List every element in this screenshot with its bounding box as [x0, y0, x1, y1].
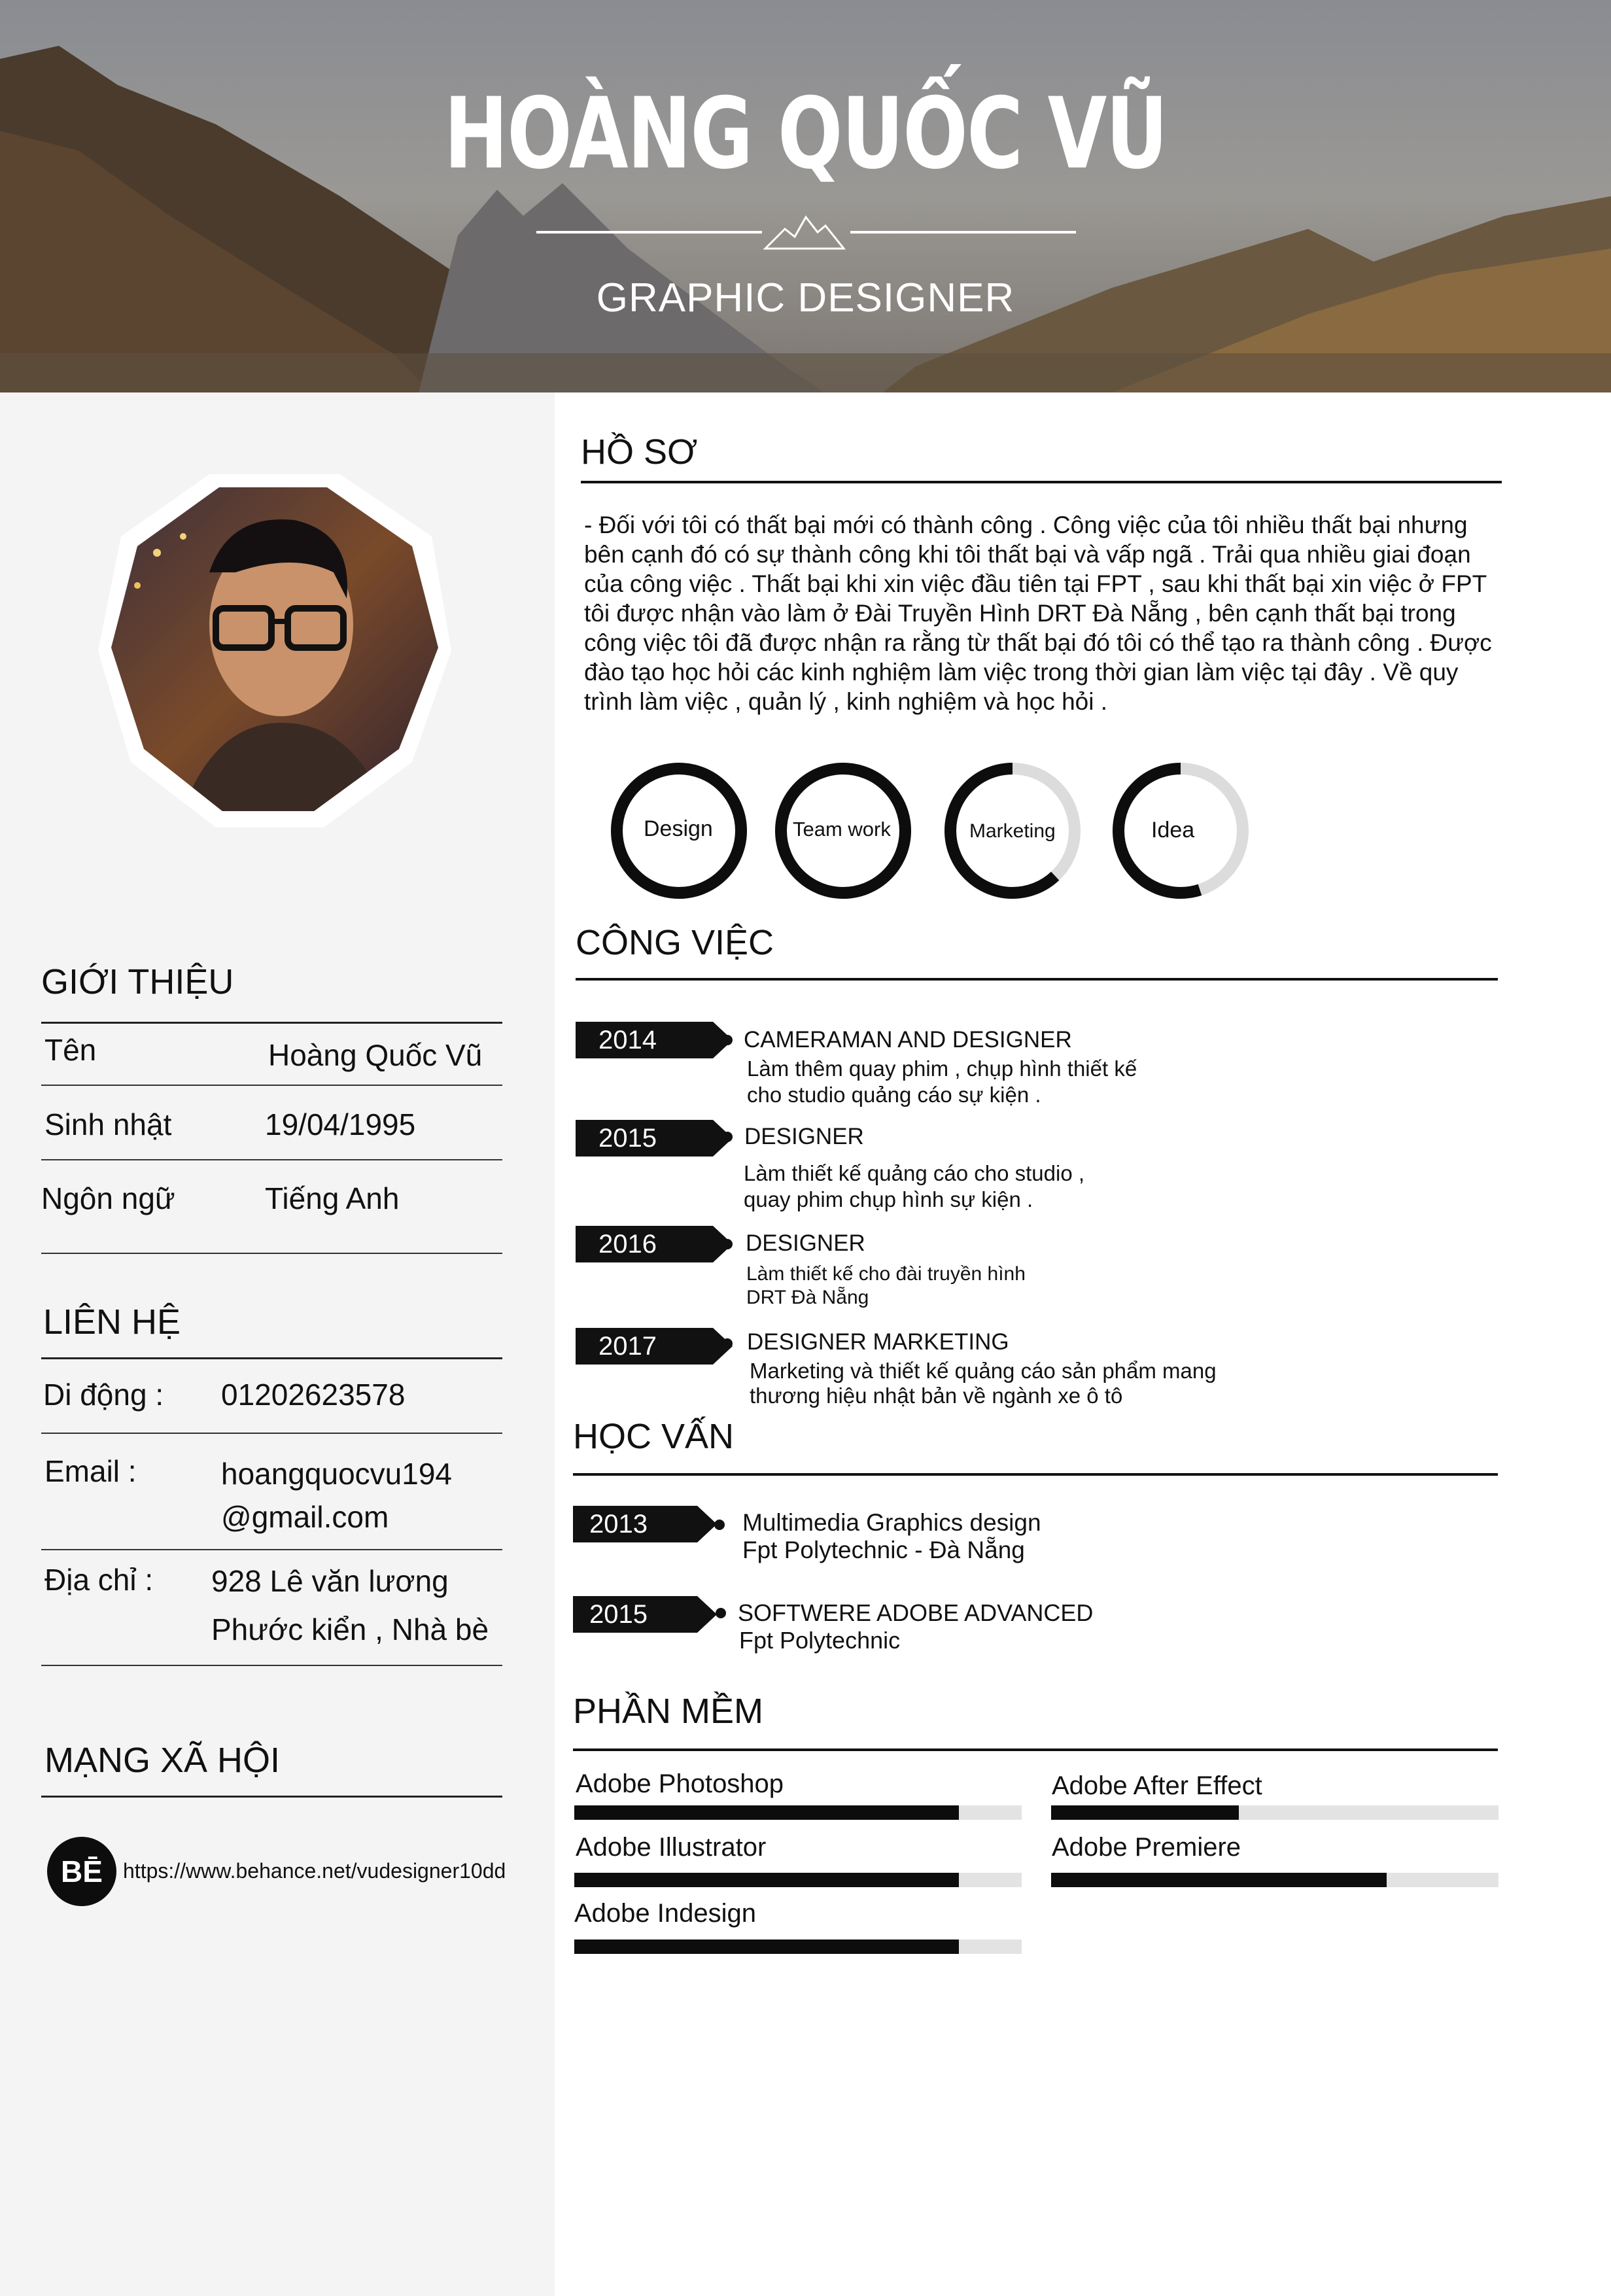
name-label: Tên	[44, 1033, 97, 1067]
work-desc: Marketing và thiết kế quảng cáo sản phẩm mang	[750, 1359, 1217, 1383]
bullet	[714, 1520, 725, 1530]
work-year-2014: 2014	[576, 1022, 713, 1058]
software-label: Adobe Premiere	[1052, 1833, 1241, 1862]
mountain-background	[0, 0, 1611, 392]
header-banner	[0, 0, 1611, 392]
work-role: DESIGNER	[746, 1230, 865, 1256]
education-title: HỌC VẤN	[573, 1417, 735, 1456]
email-label: Email :	[44, 1454, 137, 1488]
divider	[573, 1473, 1498, 1476]
behance-link[interactable]: https://www.behance.net/vudesigner10dd	[123, 1859, 506, 1883]
language-value: Tiếng Anh	[265, 1181, 400, 1215]
email-value-line1: hoangquocvu194	[221, 1457, 452, 1491]
work-role: DESIGNER	[744, 1124, 864, 1149]
birthday-label: Sinh nhật	[44, 1107, 172, 1141]
birthday-value: 19/04/1995	[265, 1107, 416, 1141]
software-bar	[574, 1939, 1022, 1954]
edu-year-2013: 2013	[573, 1506, 697, 1542]
work-year-2016: 2016	[576, 1226, 713, 1262]
bullet	[722, 1239, 733, 1249]
skill-label-teamwork: Team work	[793, 818, 891, 841]
edu-line2: Fpt Polytechnic	[739, 1627, 901, 1654]
profile-title: HỒ SƠ	[581, 432, 698, 472]
work-role: CAMERAMAN AND DESIGNER	[744, 1027, 1072, 1052]
bullet	[722, 1035, 733, 1045]
software-label: Adobe Photoshop	[576, 1769, 784, 1798]
work-role: DESIGNER MARKETING	[747, 1329, 1009, 1355]
software-bar	[574, 1873, 1022, 1887]
behance-icon[interactable]: BĒ	[47, 1837, 116, 1906]
divider	[576, 978, 1498, 981]
software-label: Adobe Indesign	[574, 1899, 757, 1928]
job-role: GRAPHIC DESIGNER	[596, 275, 1015, 321]
edu-year-2015: 2015	[573, 1596, 697, 1633]
divider	[41, 1253, 502, 1254]
divider	[41, 1796, 502, 1798]
work-desc: DRT Đà Nẵng	[746, 1287, 869, 1308]
phone-value: 01202623578	[221, 1378, 406, 1412]
profile-photo	[98, 474, 451, 827]
software-bar	[1051, 1873, 1498, 1887]
work-desc: Làm thiết kế quảng cáo cho studio ,	[744, 1161, 1085, 1185]
profile-text: - Đối với tôi có thất bại mới có thành công . Công việc của tôi nhiều thất bại nhưng bên cạnh đó có sự thành công khi tôi thất bại và vấp ngã . Trải qua nhiều giai đoạn của công việc . Thất bại khi xin việc đầu tiên tại FPT , sau khi thất bại xin việc ở FPT tôi được nhận vào làm ở Đài Truyền Hình DRT Đà Nẵng , bên cạnh thất bại trong công việc tôi đã được nhận ra rằng từ thất bại đó tôi có thể tạo ra thành công . Được đào tạo học hỏi các kinh nghiệm làm việc trong thời gian làm việc tại đây . Về quy trình làm việc , quản lý , kinh nghiệm và học hỏi .	[584, 512, 1492, 715]
work-desc: cho studio quảng cáo sự kiện .	[747, 1083, 1041, 1107]
email-value-line2: @gmail.com	[221, 1500, 389, 1534]
address-label: Địa chỉ :	[44, 1563, 154, 1597]
edu-line1: SOFTWERE ADOBE ADVANCED	[738, 1599, 1094, 1626]
divider	[581, 481, 1502, 483]
phone-label: Di động :	[43, 1378, 164, 1412]
work-year-2017: 2017	[576, 1328, 713, 1365]
skill-label-design: Design	[644, 816, 713, 841]
software-bar	[1051, 1805, 1498, 1820]
work-desc: thương hiệu nhật bản về ngành xe ô tô	[750, 1383, 1123, 1408]
person-name: HOÀNG QUỐC VŨ	[443, 77, 1168, 191]
software-label: Adobe Illustrator	[576, 1833, 767, 1862]
divider	[41, 1433, 502, 1434]
bullet	[722, 1132, 733, 1142]
name-value: Hoàng Quốc Vũ	[268, 1038, 483, 1072]
edu-line2: Fpt Polytechnic - Đà Nẵng	[742, 1537, 1025, 1563]
address-line1: 928 Lê văn lương	[211, 1564, 449, 1598]
divider	[41, 1549, 502, 1550]
language-label: Ngôn ngữ	[41, 1181, 175, 1215]
software-title: PHẦN MỀM	[573, 1692, 764, 1731]
contact-title: LIÊN HỆ	[43, 1302, 181, 1342]
bullet	[716, 1608, 726, 1618]
skill-label-marketing: Marketing	[969, 820, 1056, 842]
edu-line1: Multimedia Graphics design	[742, 1509, 1041, 1536]
bullet	[722, 1338, 733, 1349]
work-title: CÔNG VIỆC	[576, 923, 774, 962]
divider	[41, 1357, 502, 1359]
work-desc: Làm thêm quay phim , chụp hình thiết kế	[747, 1056, 1137, 1081]
work-desc: quay phim chụp hình sự kiện .	[744, 1187, 1033, 1211]
work-year-2015: 2015	[576, 1120, 713, 1157]
divider	[573, 1748, 1498, 1751]
skill-label-idea: Idea	[1151, 818, 1195, 843]
address-line2: Phước kiển , Nhà bè	[211, 1612, 489, 1646]
social-title: MẠNG XÃ HỘI	[44, 1741, 281, 1780]
divider	[41, 1085, 502, 1086]
about-title: GIỚI THIỆU	[41, 962, 234, 1001]
divider	[41, 1159, 502, 1160]
work-desc: Làm thiết kế cho đài truyền hình	[746, 1263, 1026, 1285]
software-label: Adobe After Effect	[1052, 1771, 1262, 1800]
divider	[41, 1665, 502, 1666]
divider	[41, 1022, 502, 1024]
software-bar	[574, 1805, 1022, 1820]
